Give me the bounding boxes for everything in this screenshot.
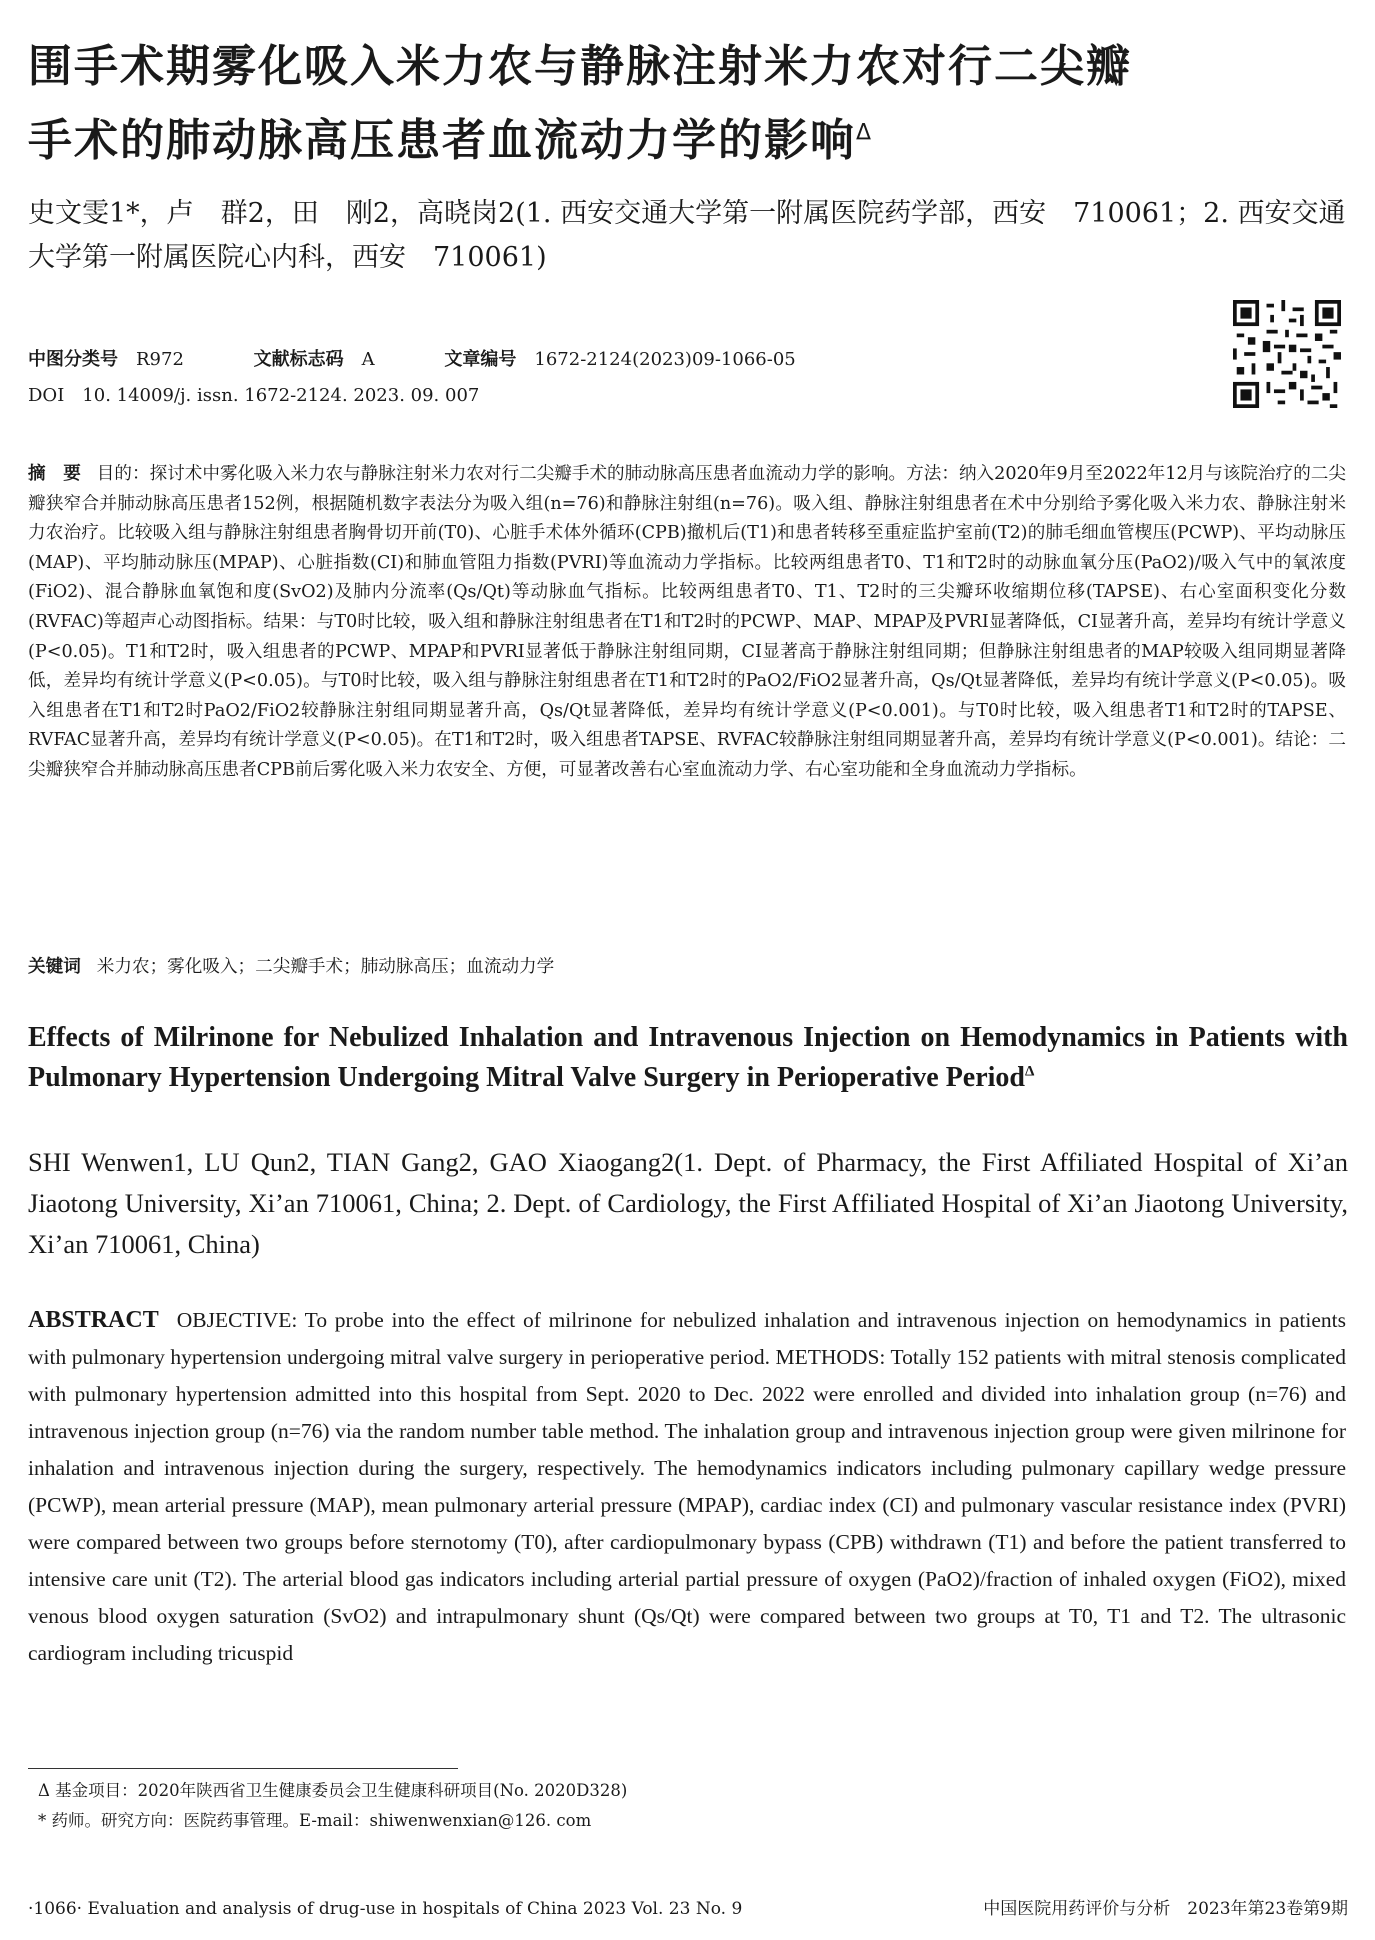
footer-journal-cn: 中国医院用药评价与分析 2023年第23卷第9期 xyxy=(983,1899,1348,1919)
chinese-title xyxy=(28,30,1348,178)
doccode-value: A xyxy=(361,349,375,370)
article-metadata xyxy=(28,342,1228,414)
doi: DOI 10. 14009/j. issn. 1672-2124. 2023. 09. 007 xyxy=(28,385,480,406)
footer-journal-en: ·1066· Evaluation and analysis of drug-use in hospitals of China 2023 Vol. 23 No. 9 xyxy=(28,1899,743,1919)
chinese-abstract xyxy=(28,460,1346,786)
footnote-author: * 药师。研究方向：医院药事管理。E-mail：shiwenwenxian@126. com xyxy=(38,1811,592,1830)
chinese-keywords-label: 关键词 xyxy=(28,957,81,977)
chinese-title-line-2: 手术的肺动脉高压患者血流动力学的影响$^\Delta$ xyxy=(28,115,874,166)
chinese-title-line-1: 围手术期雾化吸入米力农与静脉注射米力农对行二尖瓣 xyxy=(28,41,1132,92)
english-abstract-label: ABSTRACT xyxy=(28,1307,159,1333)
english-title-footnote-mark: Δ xyxy=(1025,1063,1035,1080)
english-abstract xyxy=(28,1302,1346,1672)
chinese-keywords xyxy=(28,952,1346,982)
classification-line xyxy=(28,342,1228,378)
title-footnote-mark: Δ xyxy=(856,120,874,146)
chinese-abstract-label: 摘 要 xyxy=(28,464,81,484)
clc-value: R972 xyxy=(136,349,184,370)
doccode-label: 文献标志码 xyxy=(253,349,344,370)
clc-label: 中图分类号 xyxy=(28,349,118,370)
article-number-value: 1672-2124(2023)09-1066-05 xyxy=(534,349,796,370)
footnote-divider xyxy=(28,1768,458,1769)
footnote-funding: Δ 基金项目：2020年陕西省卫生健康委员会卫生健康科研项目(No. 2020D328) xyxy=(38,1781,628,1800)
qr-code-icon xyxy=(1233,300,1341,408)
english-title: Effects of Milrinone for Nebulized Inhalation and Intravenous Injection on Hemodynamics in Patients with Pulmonary Hypertension Undergoing Mitral Valve Surgery in Perioperative Period$^\Delta$ xyxy=(28,1022,1348,1093)
chinese-authors: 史文雯1*，卢 群2，田 刚2，高晓岗2(1. 西安交通大学第一附属医院药学部，西安 710061；2. 西安交通大学第一附属医院心内科，西安 710061) xyxy=(28,198,1346,273)
article-number-label: 文章编号 xyxy=(444,349,517,370)
english-authors: SHI Wenwen1, LU Qun2, TIAN Gang2, GAO Xiaogang2(1. Dept. of Pharmacy, the First Affiliated Hospital of Xi’an Jiaotong University, Xi’an 710061, China; 2. Dept. of Cardiology, the First Affiliated Hospital of Xi’an Jiaotong University, Xi’an 710061, China) xyxy=(28,1147,1348,1259)
footnotes xyxy=(38,1776,1138,1836)
chinese-abstract-text: 目的：探讨术中雾化吸入米力农与静脉注射米力农对行二尖瓣手术的肺动脉高压患者血流动力学的影响。方法：纳入2020年9月至2022年12月与该院治疗的二尖瓣狭窄合并肺动脉高压患者152例，根据随机数字表法分为吸入组(n=76)和静脉注射组(n=76)。吸入组、静脉注射组患者在术中分别给予雾化吸入米力农、静脉注射米力农治疗。比较吸入组与静脉注射组患者胸骨切开前(T0)、心脏手术体外循环(CPB)撤机后(T1)和患者转移至重症监护室前(T2)的肺毛细血管楔压(PCWP)、平均动脉压(MAP)、平均肺动脉压(MPAP)、心脏指数(CI)和肺血管阻力指数(PVRI)等血流动力学指标。比较两组患者T0、T1和T2时的动脉血氧分压(PaO2)/吸入气中的氧浓度(FiO2)、混合静脉血氧饱和度(SvO2)及肺内分流率(Qs/Qt)等动脉血气指标。比较两组患者T0、T1、T2时的三尖瓣环收缩期位移(TAPSE)、右心室面积变化分数(RVFAC)等超声心动图指标。结果：与T0时比较，吸入组和静脉注射组患者在T1和T2时的PCWP、MAP、MPAP及PVRI显著降低，CI显著升高，差异均有统计学意义(P<0.05)。T1和T2时，吸入组患者的PCWP、MPAP和PVRI显著低于静脉注射组同期，CI显著高于静脉注射组同期；但静脉注射组患者的MAP较吸入组同期显著降低，差异均有统计学意义(P<0.05)。与T0时比较，吸入组与静脉注射组患者在T1和T2时的PaO2/FiO2显著升高，Qs/Qt显著降低，差异均有统计学意义(P<0.05)。吸入组患者在T1和T2时PaO2/FiO2较静脉注射组同期显著升高，Qs/Qt显著降低，差异均有统计学意义(P<0.001)。与T0时比较，吸入组患者T1和T2时的TAPSE、RVFAC显著升高，差异均有统计学意义(P<0.05)。在T1和T2时，吸入组患者TAPSE、RVFAC较静脉注射组同期显著升高，差异均有统计学意义(P<0.001)。结论：二尖瓣狭窄合并肺动脉高压患者CPB前后雾化吸入米力农安全、方便，可显著改善右心室血流动力学、右心室功能和全身血流动力学指标。 xyxy=(28,464,1346,780)
english-abstract-text: OBJECTIVE: To probe into the effect of milrinone for nebulized inhalation and intravenous injection on hemodynamics in patients with pulmonary hypertension undergoing mitral valve surgery in perioperative period. METHODS: Totally 152 patients with mitral stenosis complicated with pulmonary hypertension admitted into this hospital from Sept. 2020 to Dec. 2022 were enrolled and divided into inhalation group (n=76) and intravenous injection group (n=76) via the random number table method. The inhalation group and intravenous injection group were given milrinone for inhalation and intravenous injection during the surgery, respectively. The hemodynamics indicators including pulmonary capillary wedge pressure (PCWP), mean arterial pressure (MAP), mean pulmonary arterial pressure (MPAP), cardiac index (CI) and pulmonary vascular resistance index (PVRI) were compared between two groups before sternotomy (T0), after cardiopulmonary bypass (CPB) withdrawn (T1) and before the patient transferred to intensive care unit (T2). The arterial blood gas indicators including arterial partial pressure of oxygen (PaO2)/fraction of inhaled oxygen (FiO2), mixed venous blood oxygen saturation (SvO2) and intrapulmonary shunt (Qs/Qt) were compared between two groups at T0, T1 and T2. The ultrasonic cardiogram including tricuspid xyxy=(28,1308,1346,1665)
chinese-keywords-text: 米力农；雾化吸入；二尖瓣手术；肺动脉高压；血流动力学 xyxy=(96,957,555,977)
